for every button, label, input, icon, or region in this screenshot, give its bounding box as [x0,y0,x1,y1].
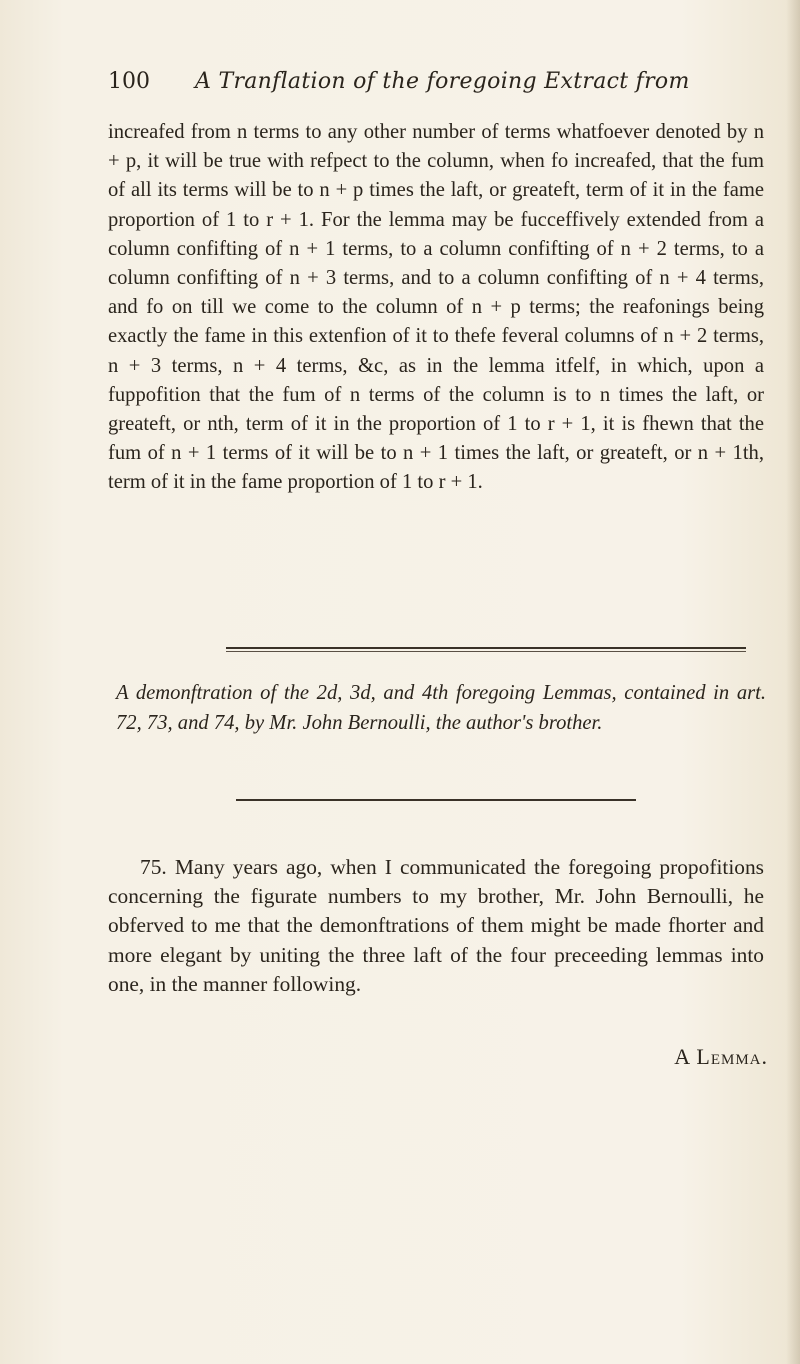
section-rule-top-thin [226,651,746,652]
demonstration-heading: A demonftration of the 2d, 3d, and 4th foregoing Lemmas, contained in art. 72, 73, and 74, by Mr. John Bernoulli, the author's brother. [116,682,766,734]
page-number: 100 [108,69,150,94]
running-title: A Tranflation of the foregoing Extract from [195,69,690,94]
running-head [108,68,708,96]
body-paragraph: increafed from n terms to any other number of terms whatfoever denoted by n + p, it will be true with refpect to the column, when fo increafed, that the fum of all its terms will be to n + p times the laft, or greateft, term of it in the fame proportion of 1 to r + 1. For the lemma may be fucceffively extended from a column confifting of n + 1 terms, to a column confifting of n + 2 terms, to a column confifting of n + 3 terms, and to a column confifting of n + 4 terms, and fo on till we come to the column of n + p terms; the reafonings being exactly the fame in this extenfion of it to thefe feveral columns of n + 2 terms, n + 3 terms, n + 4 terms, &c, as in the lemma itfelf, in which, upon a fuppofition that the fum of n terms of the column is to n times the laft, or greateft, or nth, term of it in the proportion of 1 to r + 1, it is fhewn that the fum of n + 1 terms of it will be to n + 1 times the laft, or greateft, or n + 1th, term of it in the fame proportion of 1 to r + 1. [108,121,764,494]
paragraph-75: 75. Many years ago, when I communicated the foregoing propofitions concerning the figurate numbers to my brother, Mr. John Bernoulli, he obferved to me that the demonftrations of them might be made fhorter and more elegant by uniting the three laft of the four preceeding lemmas into one, in the manner following. [108,855,764,996]
section-rule-top [226,647,746,649]
section-rule-bottom [236,799,636,801]
catchword: A Lemma. [674,1044,768,1069]
page-edge-shadow [786,0,800,1364]
